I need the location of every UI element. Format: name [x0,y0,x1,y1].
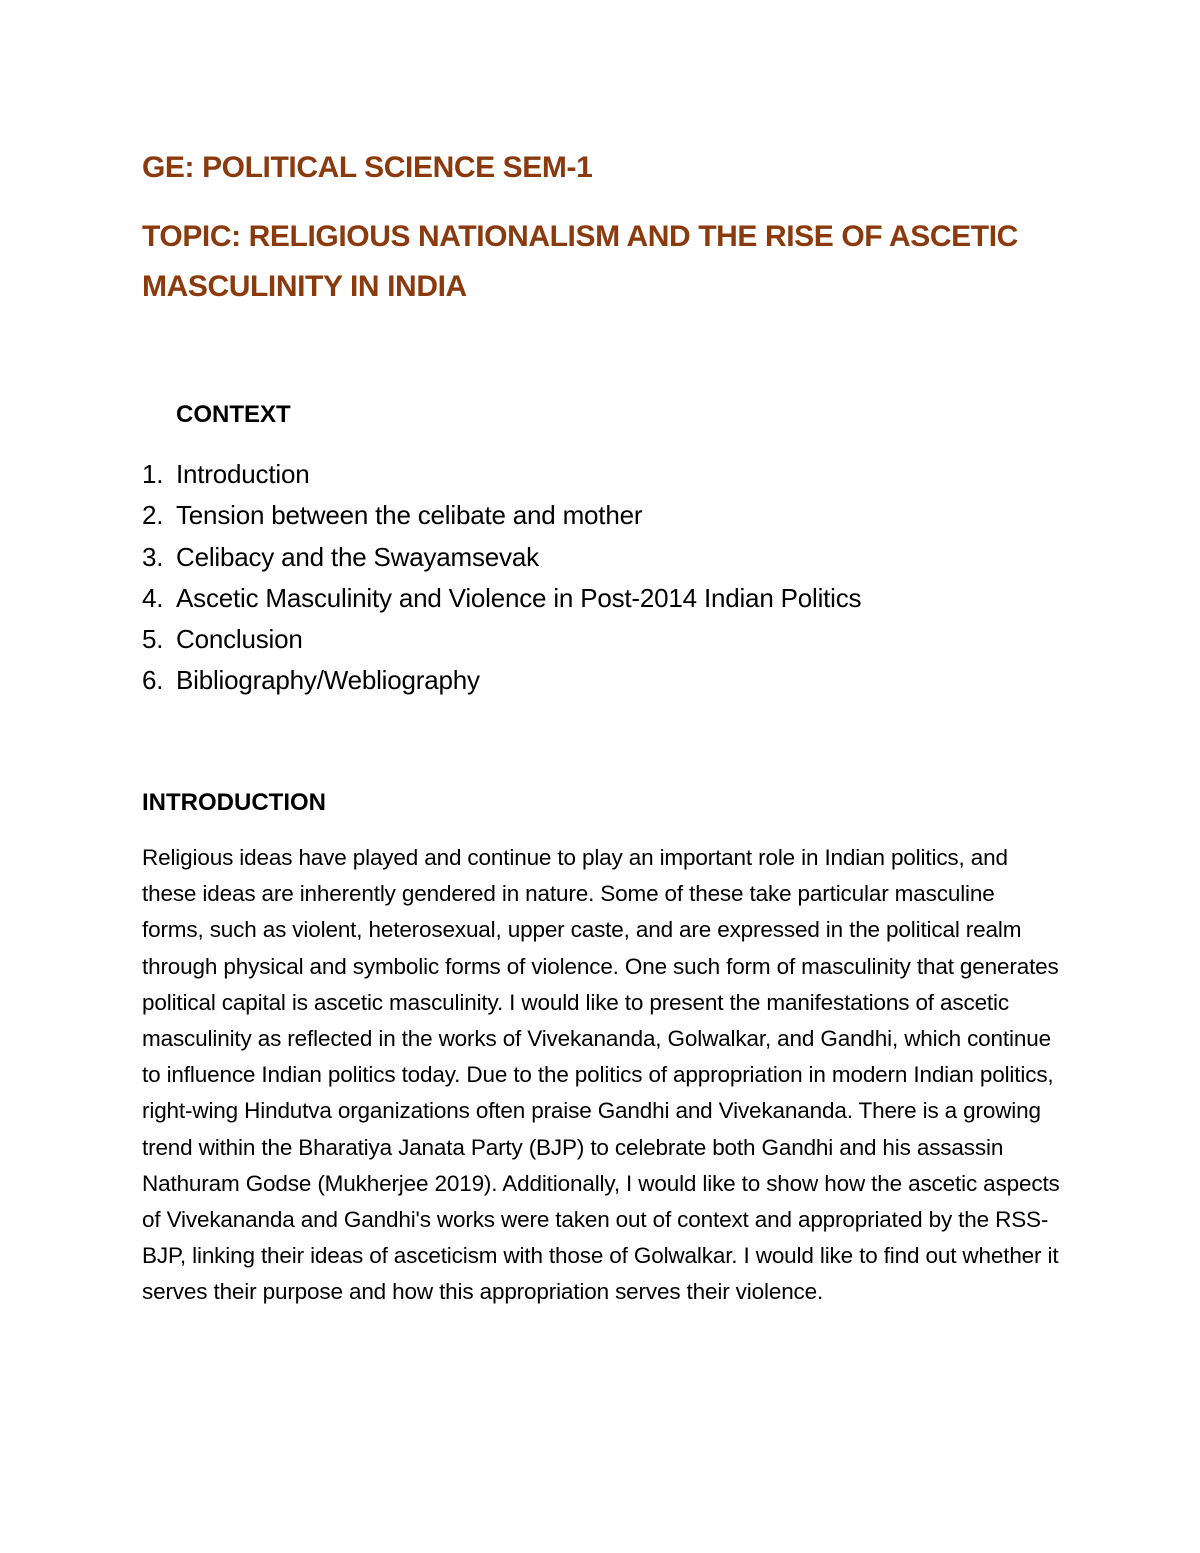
context-item-label: Introduction [176,459,310,489]
context-list [142,454,861,702]
context-item-ascetic-masculinity [142,578,861,619]
context-item-label: Conclusion [176,624,303,655]
context-item-bibliography [142,660,861,701]
context-item-label: Bibliography/Webliography [176,665,480,696]
context-item-number: 1. [142,459,164,489]
context-item-celibacy [142,537,861,578]
context-item-label: Tension between the celibate and mother [176,500,643,531]
topic-title: TOPIC: RELIGIOUS NATIONALISM AND THE RISE OF ASCETIC MASCULINITY IN INDIA [142,220,1018,303]
context-item-label: Celibacy and the Swayamsevak [176,541,539,572]
context-item-label: Ascetic Masculinity and Violence in Post-2014 Indian Politics [176,582,862,613]
context-item-number: 4. [142,582,164,613]
introduction-paragraph: Religious ideas have played and continue to play an important role in Indian politics, and these ideas are inherently gendered in nature. Some of these take particular masculine forms, such as violent, heterosexual, upper caste, and are expressed in the political realm through physical and symbolic forms of violence. One such form of masculinity that generates political capital is ascetic masculinity. I would like to present the manifestations of ascetic masculinity as reflected in the works of Vivekananda, Golwalkar, and Gandhi, which continue to influence Indian politics today. Due to the politics of appropriation in modern Indian politics, right-wing Hindutva organizations often praise Gandhi and Vivekananda. There is a growing trend within the Bharatiya Janata Party (BJP) to celebrate both Gandhi and his assassin Nathuram Godse (Mukherjee 2019). Additionally, I would like to show how the ascetic aspects of Vivekananda and Gandhi's works were taken out of context and appropriated by the RSS-BJP, linking their ideas of asceticism with those of Golwalkar. I would like to find out whether it serves their purpose and how this appropriation serves their violence. [142,845,1060,1305]
course-title: GE: POLITICAL SCIENCE SEM-1 [142,151,593,184]
context-item-introduction [142,454,861,495]
context-item-number: 5. [142,624,164,655]
context-item-tension [142,495,861,536]
context-item-number: 6. [142,665,164,696]
introduction-heading: INTRODUCTION [142,789,326,816]
context-heading: CONTEXT [176,401,291,428]
context-item-number: 2. [142,500,164,531]
context-item-number: 3. [142,541,164,572]
context-item-conclusion [142,619,861,660]
